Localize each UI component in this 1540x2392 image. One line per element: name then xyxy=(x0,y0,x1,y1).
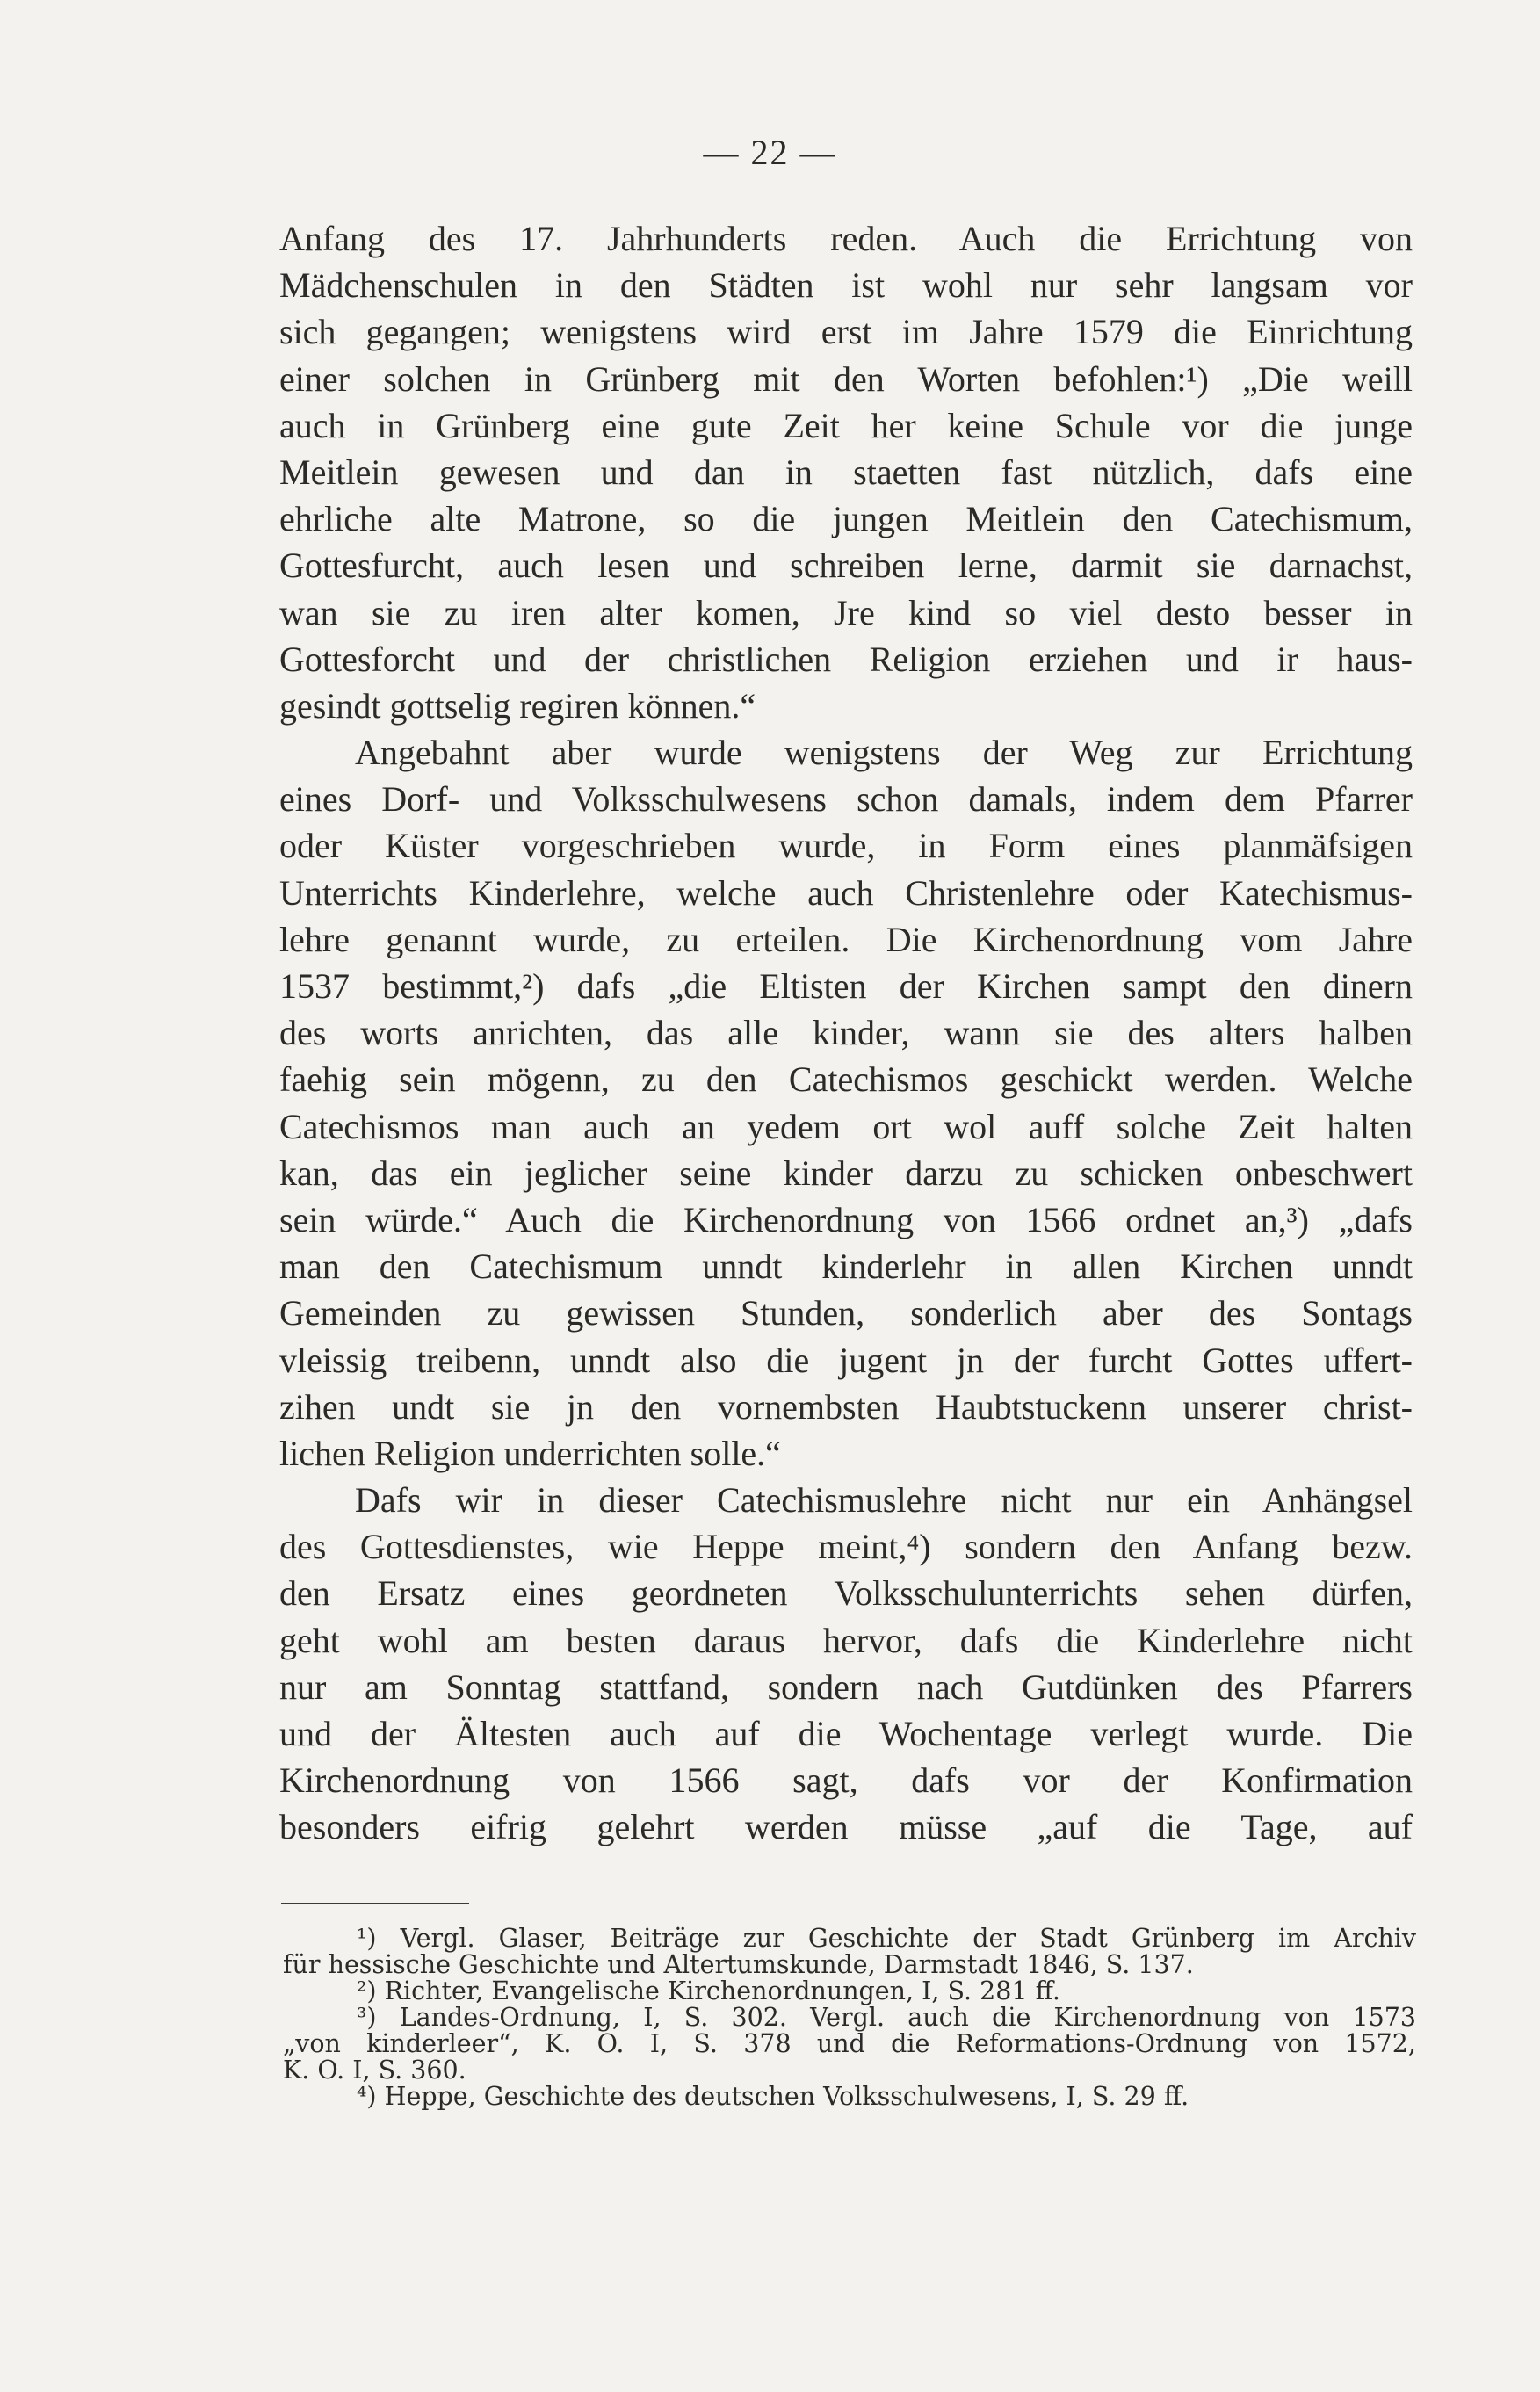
text-line: gesindt gottselig regiren können.“ xyxy=(279,685,756,726)
text-line: Mädchenschulen in den Städten ist wohl nur sehr langsam vor xyxy=(279,265,1413,306)
text-line: sein würde.“ Auch die Kirchenordnung von 1566 ordnet an,³) „dafs xyxy=(279,1199,1413,1239)
text-line: Gemeinden zu gewissen Stunden, sonderlich aber des Sontags xyxy=(279,1293,1413,1333)
text-line: eines Dorf- und Volksschulwesens schon damals, indem dem Pfarrer xyxy=(279,779,1413,820)
text-line: faehig sein mögenn, zu den Catechismos geschickt werden. Welche xyxy=(279,1059,1413,1100)
text-line: Meitlein gewesen und dan in staetten fast nützlich, dafs eine xyxy=(279,452,1413,492)
text-line: auch in Grünberg eine gute Zeit her keine Schule vor die junge xyxy=(279,405,1413,445)
footnote-line: für hessische Geschichte und Altertumskunde, Darmstadt 1846, S. 137. xyxy=(283,1950,1194,1979)
text-line: besonders eifrig gelehrt werden müsse „auf die Tage, auf xyxy=(279,1807,1413,1847)
text-line: kan, das ein jeglicher seine kinder darzu zu schicken onbeschwert xyxy=(279,1153,1413,1193)
text-line: wan sie zu iren alter komen, Jre kind so viel desto besser in xyxy=(279,592,1413,632)
text-line: man den Catechismum unndt kinderlehr in allen Kirchen unndt xyxy=(279,1247,1413,1287)
footnote-line: K. O. I, S. 360. xyxy=(283,2056,466,2085)
text-line: des Gottesdienstes, wie Heppe meint,⁴) sondern den Anfang bezw. xyxy=(279,1527,1413,1567)
text-line: geht wohl am besten daraus hervor, dafs die Kinderlehre nicht xyxy=(279,1620,1413,1660)
footnote-line: ⁴) Heppe, Geschichte des deutschen Volksschulwesens, I, S. 29 ff. xyxy=(357,2082,1189,2111)
text-line: und der Ältesten auch auf die Wochentage verlegt wurde. Die xyxy=(279,1714,1413,1753)
text-line: sich gegangen; wenigstens wird erst im Jahre 1579 die Einrichtung xyxy=(279,312,1413,352)
footnote-divider xyxy=(281,1903,469,1904)
text-line: Unterrichts Kinderlehre, welche auch Christenlehre oder Katechismus- xyxy=(279,872,1413,913)
text-line: des worts anrichten, das alle kinder, wann sie des alters halben xyxy=(279,1013,1413,1053)
text-line: Kirchenordnung von 1566 sagt, dafs vor der Konfirmation xyxy=(279,1760,1413,1801)
footnote-line: ²) Richter, Evangelische Kirchenordnungen, I, S. 281 ff. xyxy=(357,1976,1060,2005)
text-line: Catechismos man auch an yedem ort wol auff solche Zeit halten xyxy=(279,1106,1413,1146)
text-line: Gottesforcht und der christlichen Religion erziehen und ir haus- xyxy=(279,639,1413,679)
page-number: — 22 — xyxy=(703,133,837,172)
footnotes xyxy=(283,1926,1416,2110)
footnote-line: ³) Landes-Ordnung, I, S. 302. Vergl. auch die Kirchenordnung von 1573 xyxy=(357,2003,1416,2032)
text-line: Angebahnt aber wurde wenigstens der Weg zur Errichtung xyxy=(355,733,1413,773)
text-line: vleissig treibenn, unndt also die jugent jn der furcht Gottes uffert- xyxy=(279,1340,1413,1380)
text-line: den Ersatz eines geordneten Volksschulunterrichts sehen dürfen, xyxy=(279,1573,1413,1614)
text-line: einer solchen in Grünberg mit den Worten befohlen:¹) „Die weill xyxy=(279,358,1413,399)
text-line: nur am Sonntag stattfand, sondern nach Gutdünken des Pfarrers xyxy=(279,1666,1413,1707)
text-line: lichen Religion underrichten solle.“ xyxy=(279,1433,781,1473)
footnote-line: „von kinderleer“, K. O. I, S. 378 und die Reformations-Ordnung von 1572, xyxy=(283,2029,1416,2058)
main-text xyxy=(279,215,1413,1851)
text-line: oder Küster vorgeschrieben wurde, in Form eines planmäfsigen xyxy=(279,826,1413,866)
text-line: lehre genannt wurde, zu erteilen. Die Kirchenordnung vom Jahre xyxy=(279,919,1413,959)
text-line: zihen undt sie jn den vornembsten Haubtstuckenn unserer christ- xyxy=(279,1386,1413,1427)
footnote-line: ¹) Vergl. Glaser, Beiträge zur Geschichte der Stadt Grünberg im Archiv xyxy=(357,1924,1416,1953)
text-line: Anfang des 17. Jahrhunderts reden. Auch die Errichtung von xyxy=(279,219,1413,258)
text-line: Gottesfurcht, auch lesen und schreiben lerne, darmit sie darnachst, xyxy=(279,546,1413,586)
text-line: Dafs wir in dieser Catechismuslehre nicht nur ein Anhängsel xyxy=(355,1480,1413,1521)
text-line: 1537 bestimmt,²) dafs „die Eltisten der Kirchen sampt den dinern xyxy=(279,966,1413,1006)
text-line: ehrliche alte Matrone, so die jungen Meitlein den Catechismum, xyxy=(279,499,1413,539)
